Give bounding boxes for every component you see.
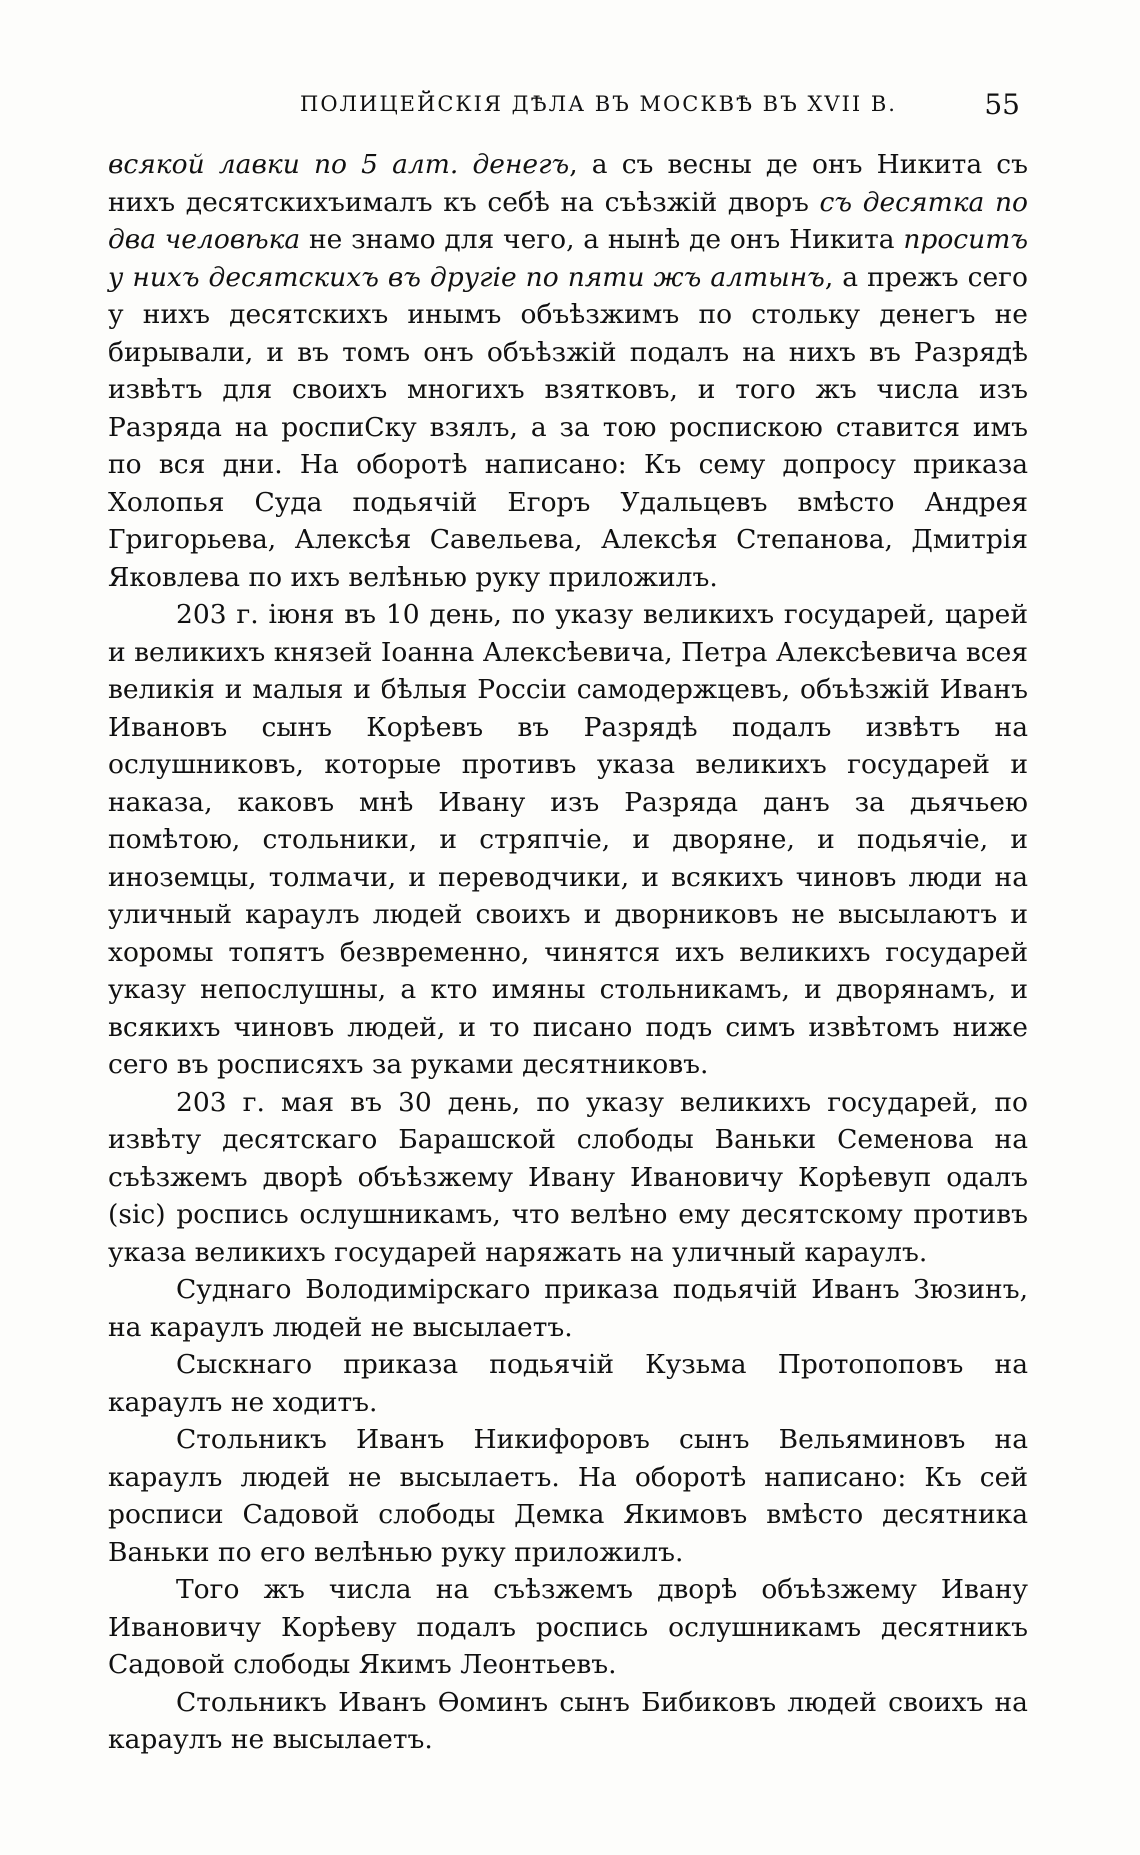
body-text — [108, 146, 1028, 1759]
text-run: Того жъ числа на съѣзжемъ дворѣ объѣзжему Ивану Ивановичу Корѣеву подалъ роспись ослушникамъ десятникъ Садовой слободы Якимъ Леонтьевъ. — [108, 1574, 1028, 1680]
text-run: , а съ весны де онъ Никита съ нихъ десятскихъималъ къ себѣ на съѣзжій дворъ — [108, 149, 1028, 218]
text-run: Сыскнаго приказа подьячій Кузьма Протопоповъ на караулъ не ходитъ. — [108, 1349, 1028, 1418]
paragraph — [108, 1271, 1028, 1346]
text-run: 203 г. мая въ 30 день, по указу великихъ государей, по извѣту десятскаго Барашской слободы Ваньки Семенова на съѣзжемъ дворѣ объѣзжему Ивану Ивановичу Корѣевуп одалъ (sic) роспись ослушникамъ, что велѣно ему десятскому противъ указа великихъ государей наряжать на уличный караулъ. — [108, 1086, 1028, 1268]
paragraph — [108, 1346, 1028, 1421]
paragraph — [108, 1421, 1028, 1571]
running-title: ПОЛИЦЕЙСКІЯ ДѢЛА ВЪ МОСКВѢ ВЪ XVII В. — [300, 92, 897, 116]
page-number: 55 — [984, 88, 1020, 121]
text-run: Стольникъ Иванъ Ѳоминъ сынъ Бибиковъ людей своихъ на караулъ не высылаетъ. — [108, 1686, 1028, 1755]
text-run: , а прежъ сего у нихъ десятскихъ инымъ объѣзжимъ по стольку денегъ не бирывали, и въ томъ онъ объѣзжій подалъ на нихъ въ Разрядѣ извѣтъ для своихъ многихъ взятковъ, и того жъ числа изъ Разряда на роспиСку взялъ, а за тою роспискою ставится имъ по вся дни. На оборотѣ написано: Къ сему допросу приказа Холопья Суда подьячій Егоръ Удальцевъ вмѣсто Андрея Григорьева, Алексѣя Савельева, Алексѣя Степанова, Дмитрія Яковлева по ихъ велѣнью руку приложилъ. — [108, 261, 1028, 593]
italic-text-run: съ десятка по два человѣка — [108, 186, 1028, 255]
text-run: Стольникъ Иванъ Никифоровъ сынъ Вельяминовъ на караулъ людей не высылаетъ. На оборотѣ написано: Къ сей росписи Садовой слободы Демка Якимовъ вмѣсто десятника Ваньки по его велѣнью руку приложилъ. — [108, 1424, 1028, 1568]
text-run: не знамо для чего, а нынѣ де онъ Никита — [300, 224, 904, 255]
italic-text-run: проситъ у нихъ десятскихъ въ другіе по пяти жъ алтынъ — [108, 224, 1028, 293]
text-run: Суднаго Володимірскаго приказа подьячій Иванъ Зюзинъ, на караулъ людей не высылаетъ. — [108, 1274, 1028, 1343]
paragraph — [108, 1684, 1028, 1759]
italic-text-run: всякой лавки по 5 алт. денегъ — [108, 149, 570, 180]
paragraph — [108, 596, 1028, 1084]
paragraph — [108, 1571, 1028, 1684]
paragraph — [108, 1084, 1028, 1272]
paragraph — [108, 146, 1028, 596]
text-run: 203 г. іюня въ 10 день, по указу великихъ государей, царей и великихъ князей Іоанна Алексѣевича, Петра Алексѣевича всея великія и малыя и бѣлыя Россіи самодержцевъ, объѣзжій Иванъ Ивановъ сынъ Корѣевъ въ Разрядѣ подалъ извѣтъ на ослушниковъ, которые противъ указа великихъ государей и наказа, каковъ мнѣ Ивану изъ Разряда данъ за дьячьею помѣтою, стольники, и стряпчіе, и дворяне, и подьячіе, и иноземцы, толмачи, и переводчики, и всякихъ чиновъ люди на уличный караулъ людей своихъ и дворниковъ не высылаютъ и хоромы топятъ безвременно, чинятся ихъ великихъ государей указу непослушны, а кто имяны стольникамъ, и дворянамъ, и всякихъ чиновъ людей, и то писано подъ симъ извѣтомъ ниже сего въ росписяхъ за руками десятниковъ. — [108, 599, 1028, 1080]
page-header — [300, 88, 1020, 128]
